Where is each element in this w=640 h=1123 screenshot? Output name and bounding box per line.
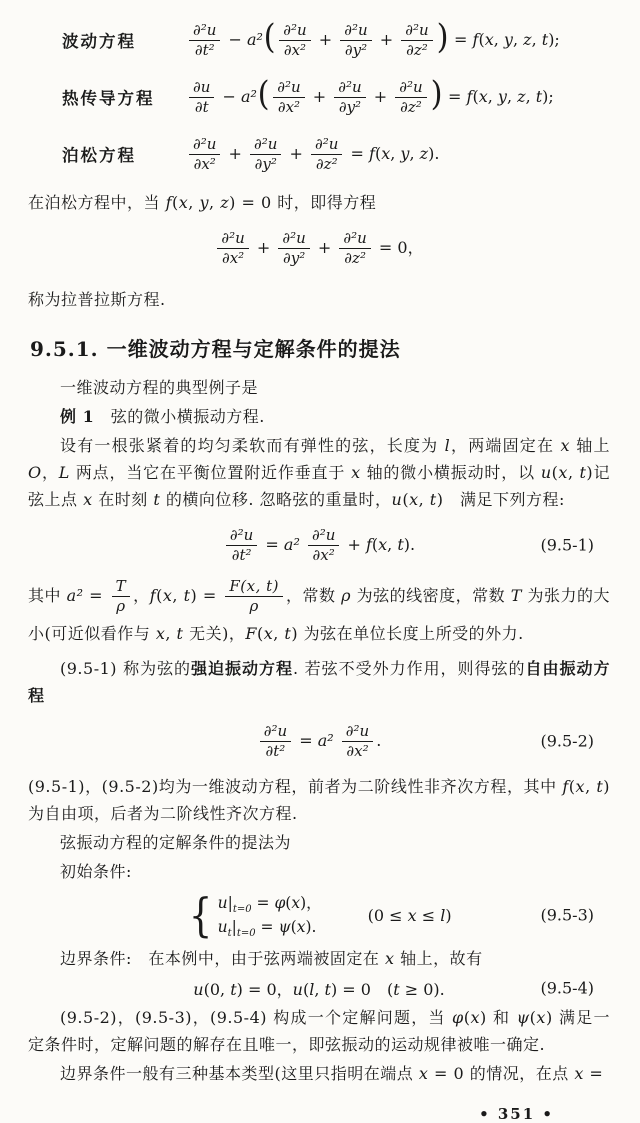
heat-equation-label: 热传导方程 xyxy=(62,89,155,108)
paragraph-boundary-types: 边界条件一般有三种基本类型(这里只指明在端点 x = 0 的情况，在点 x = xyxy=(60,1064,604,1083)
poisson-equation: $\frac{\text{∂²u}}{\text{∂x²}}$ + $\frac{\text{∂²u}}{\text{∂y²}}$ + $\frac{\text{∂²u}}{\text{∂z²}}$ = f(x, y, z). xyxy=(186,136,439,173)
equation-tag-9-5-4: (9.5-4) xyxy=(540,978,594,998)
equation-9-5-4: u(0, t) = 0，u(l, t) = 0 (t ≥ 0). (9.5-4) xyxy=(193,978,594,999)
equation-tag-9-5-2: (9.5-2) xyxy=(540,731,594,751)
equation-9-5-1: $\frac{\text{∂²u}}{\text{∂t²}}$ = a² $\frac{\text{∂²u}}{\text{∂x²}}$ + f(x, t). (9.5-1) xyxy=(28,523,610,567)
heat-equation: $\frac{\partial u}{\partial t}$ − a²( $\frac{\text{∂²u}}{\text{∂x²}}$ + $\frac{\text{∂²u}}{\text{∂y²}}$ + $\frac{\text{∂²u}}{\text{∂z²}}$ ) = f(x, y, z, t); xyxy=(186,79,554,116)
initial-condition-displacement: $u|_{t=0} = \varphi(x)$， xyxy=(217,894,322,915)
paragraph-conditions-intro: 弦振动方程的定解条件的提法为 xyxy=(60,833,292,852)
paragraph-classification: (9.5-1)，(9.5-2)均为一维波动方程，前者为二阶线性非齐次方程，其中 f(x, t) 为自由项，后者为二阶线性齐次方程. xyxy=(28,777,611,823)
paragraph-string-setup: 设有一根张紧着的均匀柔软而有弹性的弦，长度为 l，两端固定在 x 轴上O，L 两点，当它在平衡位置附近作垂直于 x 轴的微小横振动时，以 u(x, t)记弦上点 x 在时刻 t 的横向位移. 忽略弦的重量时，u(x, t) 满足下列方程: xyxy=(28,436,610,509)
paragraph-coefficients: 其中 a² = $\frac{T}{\rho}$ ，f(x, t) = $\frac{F(x, t)}{\rho}$ ，常数 ρ 为弦的线密度，常数 T 为张力的大小(可近似看作与 x, t 无关)，F(x, t) 为弦在单位长度上所受的外力. xyxy=(28,577,610,643)
paragraph-forced-free: (9.5-1) 称为弦的强迫振动方程. 若弦不受外力作用，则得弦的自由振动方程 xyxy=(28,659,610,705)
poisson-equation-label: 泊松方程 xyxy=(62,146,136,165)
heat-equation-row xyxy=(62,75,610,119)
page-number: • 351 • xyxy=(479,1105,554,1123)
equation-9-5-2: $\frac{\text{∂²u}}{\text{∂t²}}$ = a² $\frac{\text{∂²u}}{\text{∂x²}}$ . (9.5-2) xyxy=(28,719,610,763)
equation-tag-9-5-3: (9.5-3) xyxy=(540,905,594,925)
paragraph-initial-label: 初始条件: xyxy=(60,862,132,881)
equation-9-5-3 xyxy=(28,888,610,942)
domain-constraint: (0 ≤ x ≤ l) xyxy=(367,905,452,925)
paragraph-wellposed: (9.5-2)，(9.5-3)，(9.5-4) 构成一个定解问题，当 φ(x) 和 ψ(x) 满足一定条件时，定解问题的解存在且唯一，即弦振动的运动规律被唯一确定. xyxy=(28,1008,610,1054)
initial-condition-velocity: $u_t|_{t=0} = \psi(x)$. xyxy=(217,918,317,939)
paragraph-boundary: 边界条件: 在本例中，由于弦两端被固定在 x 轴上，故有 xyxy=(60,949,483,968)
initial-conditions-system xyxy=(186,888,322,942)
section-heading: 9.5.1. 一维波动方程与定解条件的提法 xyxy=(30,337,401,361)
poisson-equation-row xyxy=(62,132,610,176)
wave-equation-label: 波动方程 xyxy=(62,32,136,51)
wave-equation-row xyxy=(62,18,610,62)
system-brace: { xyxy=(189,888,213,942)
laplace-equation: $\frac{\text{∂²u}}{\text{∂x²}}$ + $\frac{\text{∂²u}}{\text{∂y²}}$ + $\frac{\text{∂²u}}{\text{∂z²}}$ = 0， xyxy=(28,226,610,270)
paragraph-typical-example: 一维波动方程的典型例子是 xyxy=(60,378,259,397)
wave-equation: $\frac{\text{∂²u}}{\text{∂t²}}$ − a²( $\frac{\text{∂²u}}{\text{∂x²}}$ + $\frac{\text{∂²u}}{\text{∂y²}}$ + $\frac{\text{∂²u}}{\text{∂z²}}$ ) = f(x, y, z, t); xyxy=(186,22,560,59)
paragraph-laplace-name: 称为拉普拉斯方程. xyxy=(28,290,166,309)
paragraph-poisson-zero: 在泊松方程中，当 f(x, y, z) = 0 时，即得方程 xyxy=(28,193,377,212)
paragraph-example-title: 例 1 弦的微小横振动方程. xyxy=(60,407,265,426)
equation-tag-9-5-1: (9.5-1) xyxy=(540,535,594,555)
